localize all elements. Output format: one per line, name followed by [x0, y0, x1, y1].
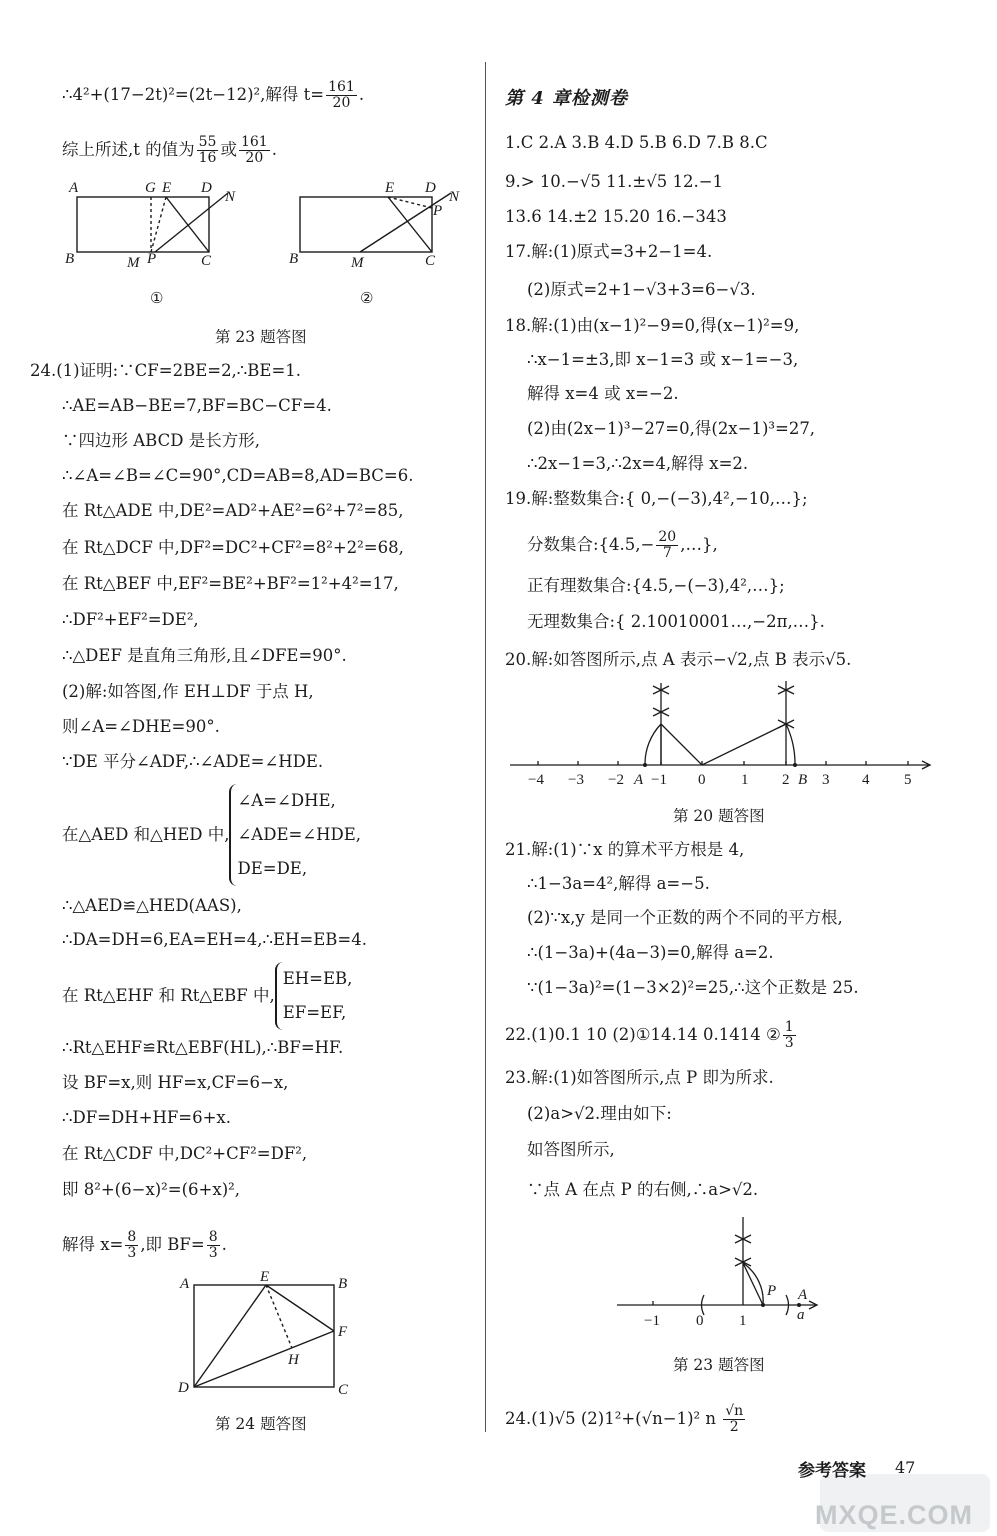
- svg-text:A: A: [798, 1287, 808, 1303]
- line-23-eq: ∴4²+(17−2t)²=(2t−12)²,解得 t= $\frac{161}{20}$ .: [62, 79, 365, 111]
- text-line: ∴DA=DH=6,EA=EH=4,∴EH=EB=4.: [62, 930, 367, 949]
- text-line: 设 BF=x,则 HF=x,CF=6−x,: [62, 1073, 289, 1092]
- text-line: ∴AE=AB−BE=7,BF=BC−CF=4.: [62, 396, 332, 415]
- svg-text:N: N: [449, 189, 460, 205]
- text-line: 19.解:整数集合:{ 0,−(−3),4²,−10,…};: [505, 489, 808, 508]
- svg-text:P: P: [147, 251, 157, 267]
- svg-text:G: G: [145, 180, 156, 196]
- figure-23-left: [55, 175, 475, 320]
- text-line: 在 Rt△CDF 中,DC²+CF²=DF²,: [62, 1144, 308, 1163]
- text-line: 20.解:如答图所示,点 A 表示−√2,点 B 表示√5.: [505, 650, 852, 669]
- svg-text:D: D: [178, 1380, 189, 1396]
- text-line: (2)a>√2.理由如下:: [527, 1104, 672, 1123]
- text-line: ∵点 A 在点 P 的右侧,∴a>√2.: [527, 1180, 759, 1199]
- fraction-set-line: 分数集合:{4.5,− $\frac{20}{7}$ ,…},: [527, 529, 718, 561]
- fraction: $\frac{161}{20}$: [328, 79, 355, 111]
- text-line: (2)解:如答图,作 EH⊥DF 于点 H,: [62, 682, 314, 701]
- svg-text:−3: −3: [568, 772, 584, 788]
- svg-text:D: D: [201, 180, 212, 196]
- text-line: 17.解:(1)原式=3+2−1=4.: [505, 242, 713, 261]
- svg-text:B: B: [798, 772, 808, 788]
- svg-text:−2: −2: [608, 772, 624, 788]
- text-line: 23.解:(1)如答图所示,点 P 即为所求.: [505, 1068, 774, 1087]
- text-line: ∵四边形 ABCD 是长方形,: [62, 431, 260, 450]
- text-line: 24.(1)证明:∵CF=2BE=2,∴BE=1.: [30, 361, 302, 380]
- text-line: ∵(1−3a)²=(1−3×2)²=25,∴这个正数是 25.: [527, 978, 859, 997]
- svg-text:A: A: [634, 772, 644, 788]
- svg-text:C: C: [425, 253, 436, 269]
- text-line: (2)∵x,y 是同一个正数的两个不同的平方根,: [527, 908, 843, 927]
- svg-text:a: a: [797, 1307, 805, 1323]
- svg-text:B: B: [65, 251, 75, 267]
- text-line: (2)由(2x−1)³−27=0,得(2x−1)³=27,: [527, 419, 816, 438]
- svg-text:−1: −1: [644, 1313, 660, 1329]
- text-line: 18.解:(1)由(x−1)²−9=0,得(x−1)²=9,: [505, 316, 800, 335]
- page-number: 47: [895, 1458, 916, 1477]
- equation-system-1: 在△AED 和△HED 中, ∠A=∠DHE, ∠ADE=∠HDE, DE=DE,: [62, 784, 361, 886]
- text-line: 则∠A=∠DHE=90°.: [62, 717, 220, 736]
- figure-20-caption: 第 20 题答图: [673, 807, 765, 825]
- svg-text:①: ①: [150, 291, 164, 307]
- figure-20-number-line: [505, 678, 940, 796]
- svg-text:N: N: [225, 189, 236, 205]
- text-line: ∴2x−1=3,∴2x=4,解得 x=2.: [527, 454, 749, 473]
- text-line: ∴Rt△EHF≌Rt△EBF(HL),∴BF=HF.: [62, 1038, 344, 1057]
- text-line: ∴∠A=∠B=∠C=90°,CD=AB=8,AD=BC=6.: [62, 466, 414, 485]
- line-24-result: 解得 x= $\frac{8}{3}$ ,即 BF= $\frac{8}{3}$ .: [62, 1229, 227, 1261]
- svg-text:1: 1: [739, 1313, 747, 1329]
- svg-text:A: A: [180, 1276, 190, 1292]
- text-line: 在 Rt△BEF 中,EF²=BE²+BF²=1²+4²=17,: [62, 574, 399, 593]
- figure-23-number-line: [612, 1215, 832, 1335]
- text-line: ∴△AED≌△HED(AAS),: [62, 896, 242, 915]
- text-line: ∴DF²+EF²=DE²,: [62, 610, 199, 629]
- line-24-right: 24.(1)√5 (2)1²+(√n−1)² n $\frac{√n}{2}$: [505, 1403, 744, 1435]
- text-line: 无理数集合:{ 2.10010001…,−2π,…}.: [527, 612, 825, 631]
- svg-text:H: H: [288, 1352, 299, 1368]
- text-line: ∴x−1=±3,即 x−1=3 或 x−1=−3,: [527, 350, 799, 369]
- text-line: 如答图所示,: [527, 1140, 615, 1159]
- figure-23r-caption: 第 23 题答图: [673, 1356, 765, 1374]
- svg-text:B: B: [289, 251, 299, 267]
- figure-23-caption: 第 23 题答图: [215, 328, 307, 346]
- svg-text:C: C: [201, 253, 212, 269]
- text-line: 正有理数集合:{4.5,−(−3),4²,…};: [527, 576, 785, 595]
- svg-text:E: E: [260, 1269, 270, 1285]
- text-line: 9.> 10.−√5 11.±√5 12.−1: [505, 172, 724, 191]
- svg-text:4: 4: [862, 772, 870, 788]
- text-line: ∵DE 平分∠ADF,∴∠ADE=∠HDE.: [62, 752, 324, 771]
- footer-label: 参考答案: [798, 1461, 866, 1481]
- svg-text:M: M: [351, 255, 364, 271]
- text-line: 1.C 2.A 3.B 4.D 5.B 6.D 7.B 8.C: [505, 133, 768, 152]
- text-line: ∴1−3a=4²,解得 a=−5.: [527, 874, 710, 893]
- svg-text:F: F: [338, 1324, 348, 1340]
- text-line: ∴△DEF 是直角三角形,且∠DFE=90°.: [62, 646, 347, 665]
- figure-24-caption: 第 24 题答图: [215, 1415, 307, 1433]
- svg-text:−4: −4: [528, 772, 544, 788]
- svg-text:B: B: [338, 1276, 348, 1292]
- svg-text:E: E: [162, 180, 172, 196]
- svg-text:5: 5: [904, 772, 912, 788]
- equation-system-2: 在 Rt△EHF 和 Rt△EBF 中, EH=EB, EF=EF,: [62, 962, 352, 1030]
- svg-text:P: P: [433, 203, 443, 219]
- text-line: 在 Rt△DCF 中,DF²=DC²+CF²=8²+2²=68,: [62, 538, 404, 557]
- label: A: [69, 180, 79, 196]
- svg-text:E: E: [385, 180, 395, 196]
- text-line: ∴DF=DH+HF=6+x.: [62, 1108, 231, 1127]
- line-22: 22.(1)0.1 10 (2)①14.14 0.1414 ② $\frac{1}{3}$: [505, 1019, 794, 1051]
- svg-text:C: C: [338, 1382, 349, 1398]
- watermark-text: MXQE.COM: [815, 1500, 974, 1530]
- text-line: 即 8²+(6−x)²=(6+x)²,: [62, 1180, 240, 1199]
- text-line: ∴(1−3a)+(4a−3)=0,解得 a=2.: [527, 943, 774, 962]
- svg-text:0: 0: [696, 1313, 704, 1329]
- svg-text:0: 0: [698, 772, 706, 788]
- svg-text:P: P: [767, 1283, 777, 1299]
- text-line: 21.解:(1)∵x 的算术平方根是 4,: [505, 840, 745, 859]
- text-line: 13.6 14.±2 15.20 16.−343: [505, 207, 727, 226]
- svg-text:−1: −1: [651, 772, 667, 788]
- chapter-title: 第 4 章检测卷: [505, 88, 629, 109]
- text-line: 在 Rt△ADE 中,DE²=AD²+AE²=6²+7²=85,: [62, 501, 404, 520]
- svg-text:D: D: [425, 180, 436, 196]
- figure-24: [170, 1268, 370, 1403]
- svg-text:2: 2: [782, 772, 790, 788]
- svg-text:1: 1: [741, 772, 749, 788]
- line-23-conclusion: 综上所述,t 的值为 $\frac{55}{16}$ 或 $\frac{161}{20}$ .: [62, 134, 277, 166]
- text-line: 解得 x=4 或 x=−2.: [527, 384, 679, 403]
- text-line: (2)原式=2+1−√3+3=6−√3.: [527, 280, 756, 299]
- column-divider: [485, 62, 486, 1432]
- svg-text:M: M: [127, 255, 140, 271]
- svg-text:②: ②: [360, 291, 374, 307]
- svg-text:3: 3: [822, 772, 830, 788]
